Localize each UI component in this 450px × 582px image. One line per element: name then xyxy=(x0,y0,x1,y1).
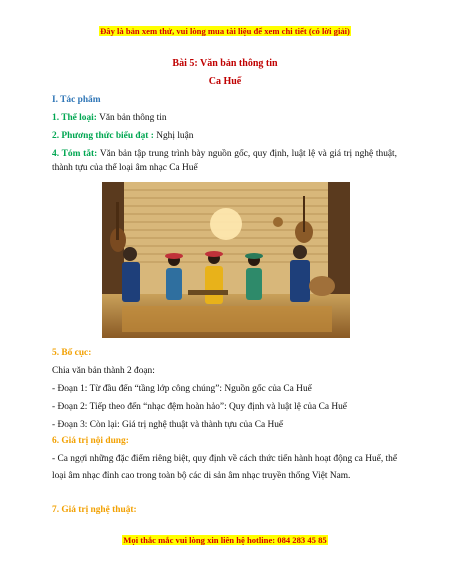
ca-hue-performance-photo xyxy=(102,182,350,338)
genre-value: Văn bản thông tin xyxy=(96,113,167,123)
genre-label: 1. Thể loại: xyxy=(52,113,97,123)
section-heading-structure: 5. Bố cục: xyxy=(52,348,92,358)
text-title: Ca Huế xyxy=(208,76,242,87)
summary-paragraph xyxy=(52,147,397,175)
lesson-title: Bài 5: Văn bản thông tin xyxy=(172,58,278,69)
genre-line xyxy=(52,111,397,125)
structure-part-3: - Đoạn 3: Còn lại: Giá trị nghệ thuật và thành tựu của Ca Huế xyxy=(52,420,284,430)
section-heading-artistic-value: 7. Giá trị nghệ thuật: xyxy=(52,505,137,515)
expression-method-label: 2. Phương thức biểu đạt : xyxy=(52,131,154,141)
structure-part-1: - Đoạn 1: Từ đầu đến “tầng lớp công chúng”: Nguồn gốc của Ca Huế xyxy=(52,384,312,394)
hotline-banner xyxy=(0,535,450,545)
expression-method-value: Nghị luận xyxy=(153,131,194,141)
preview-notice-banner xyxy=(0,26,450,36)
summary-text: Văn bản tập trung trình bày nguồn gốc, quy định, luật lệ và giá trị nghệ thuật, thành tựu của thể loại âm nhạc Ca Huế xyxy=(52,149,397,173)
expression-method-line xyxy=(52,129,397,143)
content-value-paragraph: - Ca ngợi những đặc điểm riêng biệt, quy định về cách thức tiến hành hoạt động ca Huế, thể loại âm nhạc đỉnh cao trong toàn bộ các di sản âm nhạc truyền thống Việt Nam. xyxy=(52,454,397,481)
preview-notice-text: Đây là bản xem thử, vui lòng mua tài liệu để xem chi tiết (có lời giải) xyxy=(100,26,350,36)
section-heading-works: I. Tác phẩm xyxy=(52,95,101,105)
structure-intro: Chia văn bản thành 2 đoạn: xyxy=(52,366,155,376)
structure-part-2: - Đoạn 2: Tiếp theo đến “nhạc đệm hoàn hảo”: Quy định và luật lệ của Ca Huế xyxy=(52,402,347,412)
section-heading-content-value: 6. Giá trị nội dung: xyxy=(52,436,129,446)
hotline-text: Mọi thắc mắc vui lòng xin liên hệ hotline: 084 283 45 85 xyxy=(123,535,327,545)
summary-label: 4. Tóm tắt: xyxy=(52,149,98,159)
